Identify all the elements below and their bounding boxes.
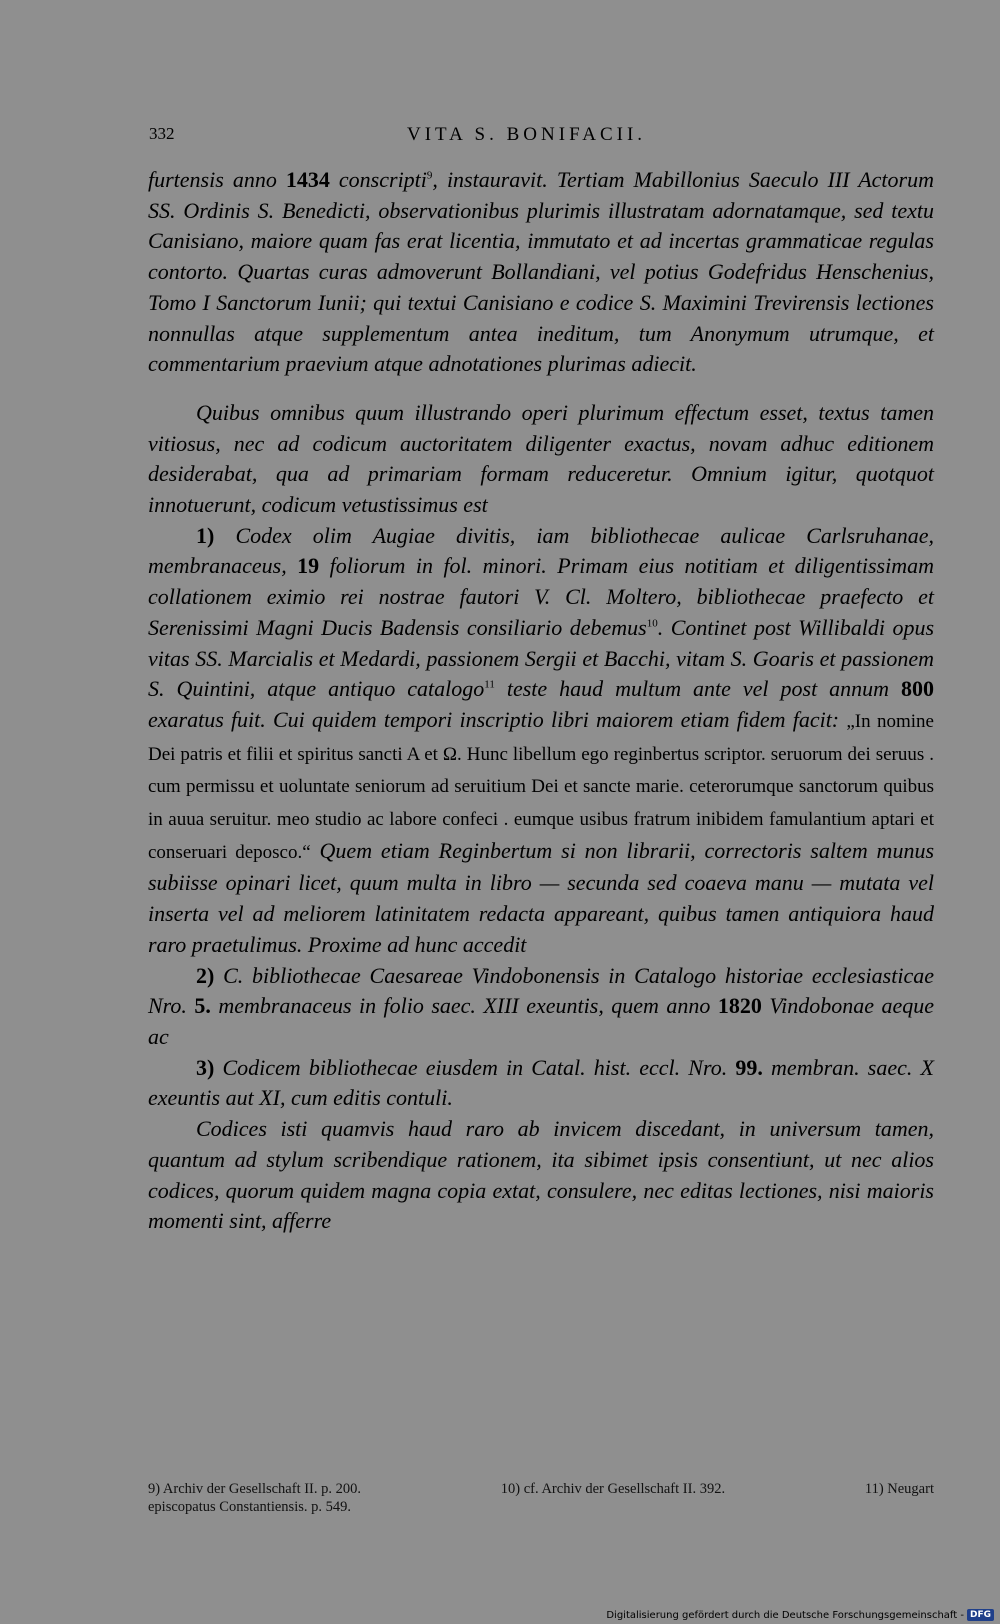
year-800: 800 <box>901 676 934 702</box>
paragraph-4-codex-vindobonensis <box>148 961 934 1053</box>
paragraph-4-text-c: Vindobonae aeque ac <box>148 993 934 1049</box>
paragraph-1 <box>148 165 934 380</box>
footnote-11: 11) Neugart <box>864 1481 934 1497</box>
paragraph-6-text: Codices isti quamvis haud raro ab invicem discedant, in universum tamen, quantum ad stylum scribendique rationem, ita sibimet ipsis consentiunt, ut nec alios codices, quorum quidem magna copia extat, consulere, nec editas lectiones, nisi maioris momenti sint, afferre <box>148 1116 934 1234</box>
inscription-quote: „In nomine Dei patris et filii et spiritus sancti A et Ω. Hunc libellum ego reginbertus scriptor. seruorum dei seruus . cum permissu et uoluntate seniorum ad seruitium Dei et sancte marie. ceterorumque sanctorum quibus in auua seruitur. meo studio ac labore confeci . eumque usibus fratrum inibidem famulantium aptari et conseruari deposco.“ <box>148 710 934 863</box>
item-number-1: 1) <box>196 522 215 548</box>
year-1820: 1820 <box>717 993 762 1019</box>
page-header <box>149 124 932 150</box>
paragraph-5-text-b: membran. saec. X exeuntis aut XI, cum editis contuli. <box>148 1054 934 1111</box>
credit-text: Digitalisierung gefördert durch die Deutsche Forschungsgemeinschaft - <box>606 1609 964 1621</box>
folio-count: 19 <box>297 553 320 579</box>
paragraph-3-text-c: . Continet post Willibaldi opus vitas SS. Marcialis et Medardi, passionem Sergii et Bacchi, vitam S. Goaris et passionem S. Quintini, atque antiquo catalogo <box>148 614 935 702</box>
paragraph-3-text-e: exaratus fuit. Cui quidem tempori inscriptio libri maiorem etiam fidem facit: <box>148 706 847 732</box>
paragraph-5-codicem <box>148 1053 934 1114</box>
year-1434: 1434 <box>285 167 330 192</box>
catalog-number-99: 99. <box>735 1054 763 1080</box>
paragraph-5-text-a: Codicem bibliothecae eiusdem in Catal. hist. eccl. Nro. <box>214 1054 736 1080</box>
footnote-ref-9: 9 <box>426 169 433 182</box>
paragraph-3-codex-augiae <box>148 521 934 961</box>
footnote-11-continued: episcopatus Constantiensis. p. 549. <box>148 1499 351 1515</box>
running-title: VITA S. BONIFACII. <box>407 124 647 145</box>
paragraph-1-text-a: furtensis anno <box>148 167 286 192</box>
digitization-credit <box>606 1609 994 1621</box>
item-number-3: 3) <box>196 1054 215 1080</box>
paragraph-1-text-c: , instauravit. Tertiam Mabillonius Saeculo III Actorum SS. Ordinis S. Benedicti, observationibus plurimis illustratam adornatamque, sed textu Canisiano, maiore quam fas erat licentia, immutato et ad incertas grammaticae regulas contorto. Quartas curas admoverunt Bollandiani, vel potius Godefridus Henschenius, Tomo I Sanctorum Iunii; qui textui Canisiano e codice S. Maximini Trevirensis lectiones nonnullas atque supplementum antea ineditum, tum Anonymum utrumque, et commentarium praevium atque adnotationes plurimas adiecit. <box>148 167 934 377</box>
paragraph-6 <box>148 1114 934 1237</box>
page-number: 332 <box>149 124 175 143</box>
footnote-ref-11: 11 <box>484 678 495 691</box>
paragraph-1-text-b: conscripti <box>329 167 427 192</box>
footnote-10: 10) cf. Archiv der Gesellschaft II. 392. <box>500 1481 726 1497</box>
paragraph-4-text-a: C. bibliothecae Caesareae Vindobonensis in Catalogo historiae ecclesiasticae Nro. <box>148 962 934 1019</box>
paragraph-2 <box>148 398 934 521</box>
catalog-number-5: 5. <box>194 993 211 1019</box>
paragraph-3-text-a: Codex olim Augiae divitis, iam bibliothecae aulicae Carlsruhanae, membranaceus, <box>148 522 934 579</box>
dfg-logo-icon: DFG <box>967 1609 994 1621</box>
paragraph-4-text-b: membranaceus in folio saec. XIII exeuntis, quem anno <box>210 993 718 1019</box>
item-number-2: 2) <box>196 962 215 988</box>
footnotes <box>148 1480 934 1516</box>
paragraph-3-text-d: teste haud multum ante vel post annum <box>494 676 901 702</box>
paragraph-2-text: Quibus omnibus quum illustrando operi plurimum effectum esset, textus tamen vitiosus, nec ad codicum auctoritatem diligenter exactus, novam adhuc editionem desiderabat, qua ad primariam formam reduceretur. Omnium igitur, quotquot innotuerunt, codicum vetustissimus est <box>148 399 934 518</box>
footnote-line <box>148 1480 934 1498</box>
paragraph-3-text-b: foliorum in fol. minori. Primam eius notitiam et diligentissimam collationem eximio rei nostrae fautori V. Cl. Moltero, bibliothecae praefecto et Serenissimi Magni Ducis Badensis consiliario debemus <box>148 553 934 640</box>
paragraph-3-text-f: Quem etiam Reginbertum si non librarii, correctoris saltem munus subiisse opinari licet, quum multa in libro — secunda sed coaeva manu — mutata vel inserta vel ad meliorem latinitatem redacta appareant, quibus tamen antiquiora haud raro praetulimus. Proxime ad hunc accedit <box>148 837 935 957</box>
body-text <box>148 165 934 1237</box>
footnote-ref-10: 10 <box>646 617 658 630</box>
footnote-9: 9) Archiv der Gesellschaft II. p. 200. <box>148 1481 362 1497</box>
